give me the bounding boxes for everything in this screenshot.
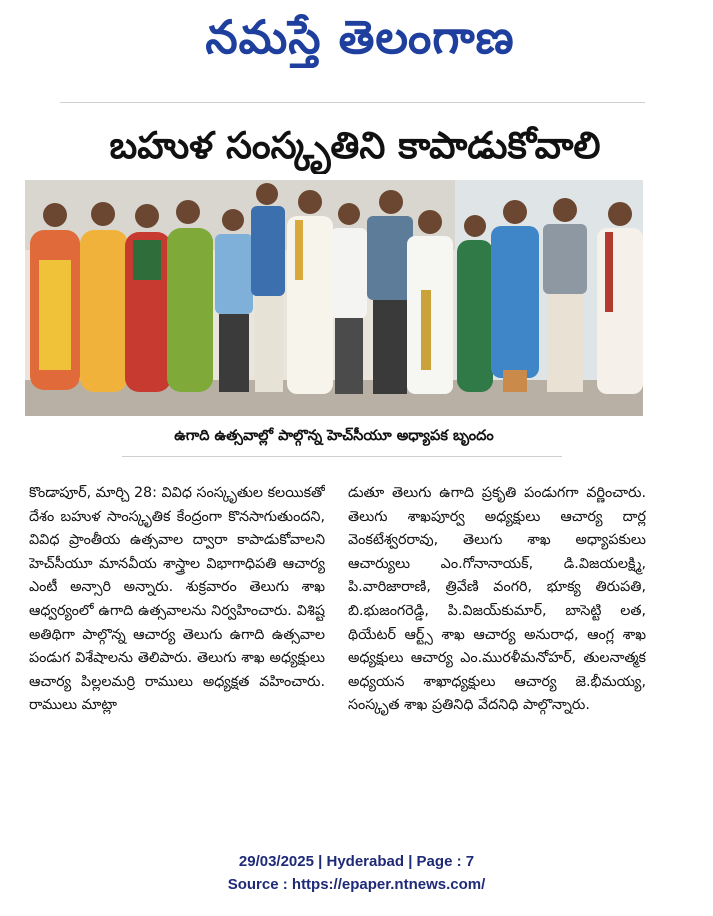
article-body-column-left [29, 482, 325, 840]
article-body-text-right: డుతూ తెలుగు ఉగాది ప్రకృతి పండుగగా వర్ణించారు. తెలుగు శాఖపూర్వ అధ్యక్షులు ఆచార్య దార్ల వెంకటేశ్వరరావు, తెలుగు శాఖ అధ్యాపకులు ఆచార్యులు ఎం.గోనానాయక్, డి.విజయలక్ష్మి, పి.వారిజారాణి, త్రివేణి వంగరి, భూక్య తిరుపతి, బి.భుజంగరెడ్డి, పి.విజయ్‌కుమార్, బాసెట్టి లత, థియేటర్ ఆర్ట్స్ శాఖ ఆచార్య అనురాధ, ఆంగ్ల శాఖ అధ్యక్షులు ఆచార్య ఎం.మురళీమనోహర్, తులనాత్మక అధ్యయన శాఖాధ్యక్షులు ఆచార్య జె.భీమయ్య, సంస్కృత శాఖ ప్రతినిధి వేదనిధి పాల్గొన్నారు. [348, 485, 646, 714]
source-line: Source : https://epaper.ntnews.com/ [227, 876, 486, 893]
article-body-text-left: కొండాపూర్, మార్చి 28: వివిధ సంస్కృతుల కలయికతో దేశం బహుళ సాంస్కృతిక కేంద్రంగా కొనసాగుతుందని, వివిధ ప్రాంతీయ ఉత్సవాల ద్వారా కాపాడుకోవాలని హెచ్‌సీయూ మానవీయ శాస్త్రాల విభాగాధిపతి ఆచార్య ఎంటీ అన్సారి అన్నారు. శుక్రవారం తెలుగు శాఖ ఆధ్వర్యంలో ఉగాది ఉత్సవాలను నిర్వహించారు. విశిష్ట అతిథిగా పాల్గొన్న ఆచార్య తెలుగు ఉగాది ఉత్సవాల పండుగ విశేషాలను తెలిపారు. తెలుగు శాఖ అధ్యక్షులు ఆచార్య పిల్లలమర్రి రాములు అధ్యక్షత వహించారు. రాములు మాట్లా [29, 485, 325, 714]
edition-line: 29/03/2025 | Hyderabad | Page : 7 [238, 853, 475, 870]
photo-caption: ఉగాది ఉత్సవాల్లో పాల్గొన్న హెచ్‌సీయూ అధ్యాపక బృందం [174, 428, 494, 444]
caption-divider [122, 456, 562, 457]
article-headline: బహుళ సంస్కృతిని కాపాడుకోవాలి [109, 124, 601, 167]
masthead-title: నమస్తే తెలంగాణ [205, 10, 515, 64]
article-body-column-right [348, 482, 646, 840]
article-photo [25, 180, 643, 416]
masthead-divider [60, 102, 645, 103]
group-photo-illustration [25, 180, 643, 416]
